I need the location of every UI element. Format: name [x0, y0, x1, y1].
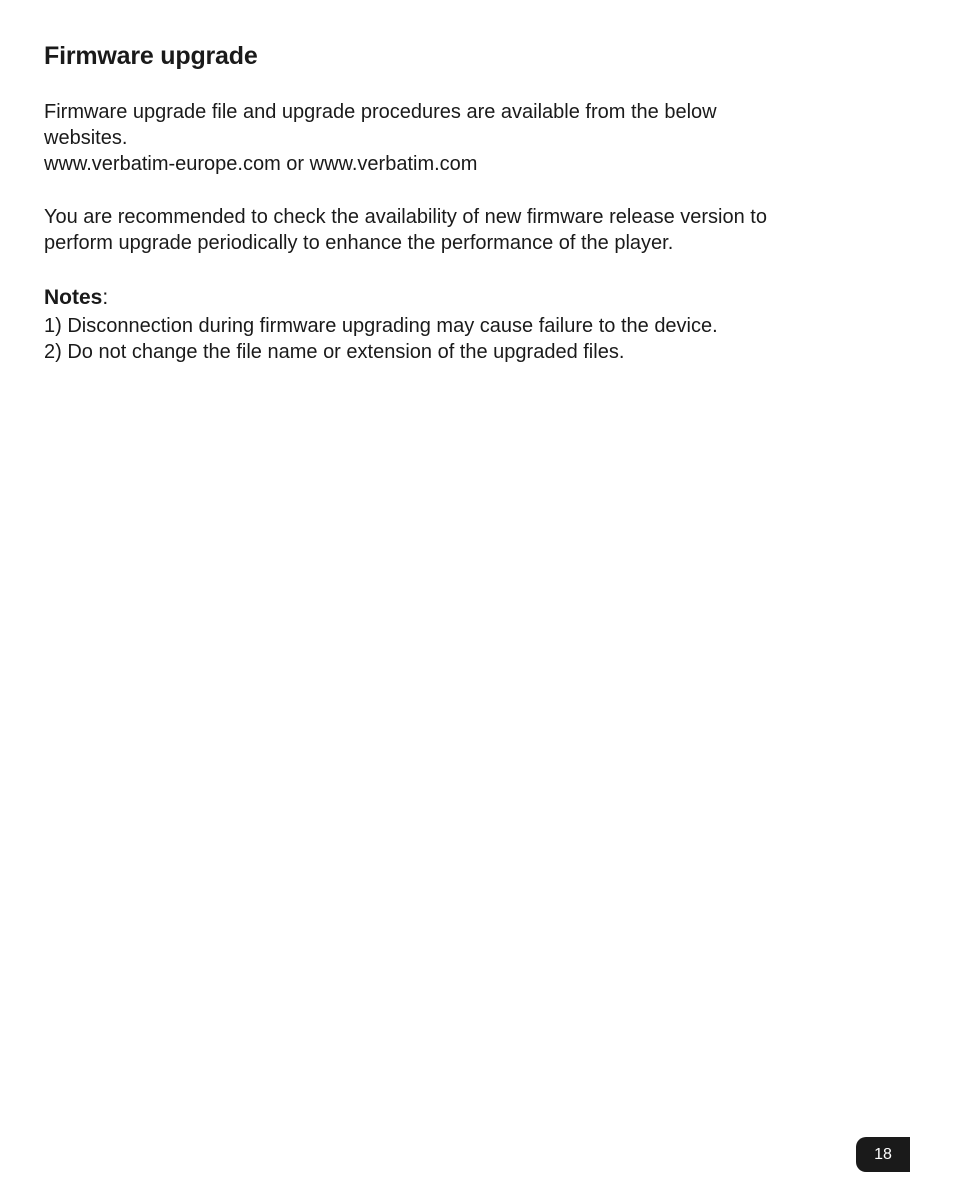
- firmware-availability-paragraph: [44, 99, 914, 177]
- page-number-badge: 18: [856, 1137, 910, 1172]
- paragraph-line: websites.: [44, 127, 128, 149]
- notes-heading: [44, 286, 108, 310]
- paragraph-line: perform upgrade periodically to enhance the performance of the player.: [44, 232, 674, 254]
- websites-line: www.verbatim-europe.com or www.verbatim.com: [44, 153, 478, 175]
- paragraph-line: You are recommended to check the availability of new firmware release version to: [44, 206, 767, 228]
- note-item: 2) Do not change the file name or extension of the upgraded files.: [44, 341, 625, 363]
- section-heading: Firmware upgrade: [44, 42, 258, 70]
- notes-heading-colon: :: [102, 286, 109, 309]
- note-item: 1) Disconnection during firmware upgrading may cause failure to the device.: [44, 315, 718, 337]
- notes-list: [44, 313, 718, 365]
- recommendation-paragraph: [44, 204, 914, 256]
- notes-heading-text: Notes: [44, 286, 103, 309]
- paragraph-line: Firmware upgrade file and upgrade procedures are available from the below: [44, 101, 717, 123]
